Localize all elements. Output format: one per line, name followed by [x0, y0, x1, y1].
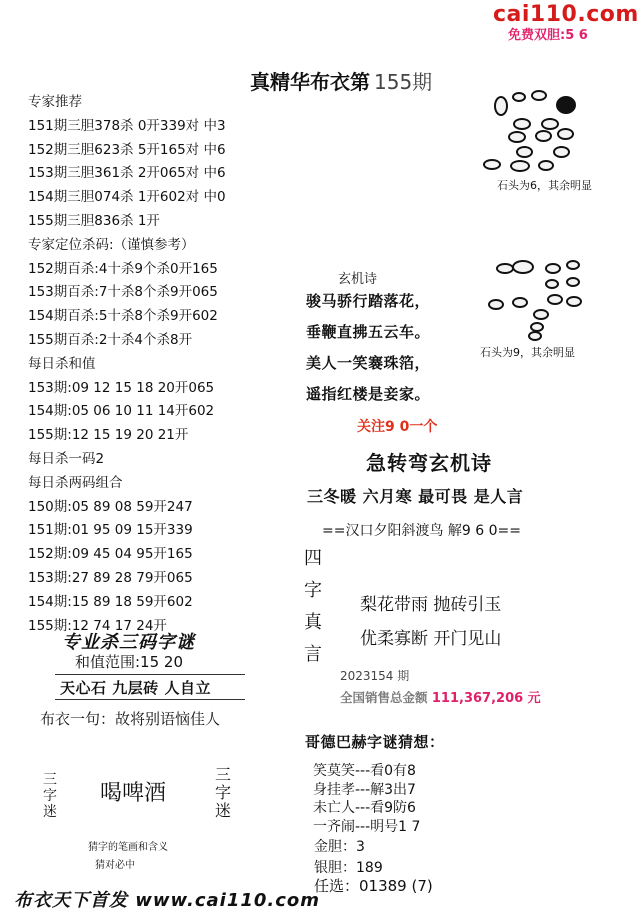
stone-icon: [553, 146, 570, 158]
sales-issue: 2023154 期: [340, 669, 410, 683]
stone-icon: [545, 263, 561, 274]
list-item: 153期三胆361杀 2开065对 中6: [28, 165, 226, 182]
list-item: 154期:05 06 10 11 14开602: [28, 403, 215, 420]
stone-icon: [538, 160, 554, 171]
stone-icon: [531, 90, 547, 101]
site-logo[interactable]: cai110.com: [493, 2, 639, 27]
list-item: 155期三胆836杀 1开: [28, 212, 160, 229]
stone-icon: [516, 146, 533, 158]
three-char-riddle-label-right: 三字迷: [215, 765, 232, 820]
silver-dan: 银胆：189: [314, 860, 383, 876]
list-item: 152期三胆623杀 5开165对 中6: [28, 141, 226, 158]
buyi-sentence: 布衣一句：故将别语恼佳人: [40, 710, 221, 728]
title-text: 真精华布衣第: [250, 70, 370, 94]
brain-teaser-line: 三冬暖 六月寒 最可畏 是人言: [307, 487, 524, 506]
stone-icon: [512, 297, 528, 308]
list-item: 153期:27 89 28 79开065: [28, 569, 193, 586]
poem-line: 垂鞭直拂五云车。: [306, 323, 431, 341]
stone-icon: [556, 96, 576, 114]
mystery-poem-heading: 玄机诗: [338, 272, 378, 287]
list-item: 每日杀两码组合: [28, 474, 123, 491]
stone-icon: [535, 130, 552, 142]
stone-icon: [541, 118, 559, 130]
stone-icon: [483, 159, 501, 170]
riddle-hint: 猜字的笔画和含义: [88, 842, 168, 853]
list-item: 150期:05 89 08 59开247: [28, 498, 193, 515]
sales-amount: 111,367,206 元: [431, 691, 541, 706]
stone-icon: [512, 92, 526, 102]
list-item: 每日杀一码2: [28, 450, 105, 467]
any-pick: 任选：01389 (7): [314, 877, 433, 895]
stone-icon: [566, 277, 580, 287]
four-char-truth-label: 四字真言: [304, 548, 322, 665]
list-item: 153期:09 12 15 18 20开065: [28, 379, 215, 396]
goldbach-riddle-list: [313, 760, 420, 834]
stone-icon: [513, 118, 531, 130]
stone-caption-2: 石头为9，其余明显: [480, 346, 575, 359]
sales-label: 全国销售总金额: [340, 690, 428, 705]
stone-icon: [528, 331, 542, 341]
goldbach-riddle-title: 哥德巴赫字谜猜想：: [305, 733, 445, 751]
list-item: 151期三胆378杀 0开339对 中3: [28, 117, 226, 134]
list-item: 专家定位杀码:（谨慎参考）: [28, 236, 195, 253]
sum-range: 和值范围:15 20: [75, 653, 183, 671]
brain-teaser-poem-title: 急转弯玄机诗: [366, 451, 492, 475]
riddle-line: 天心石 九层砖 人自立: [60, 679, 211, 697]
riddle-section-title: 专业杀三码字谜: [62, 632, 195, 653]
divider: [55, 699, 245, 700]
stone-icon: [508, 131, 526, 143]
free-double-dan: 免费双胆:5 6: [508, 28, 588, 43]
stone-icon: [494, 96, 508, 116]
list-item: 每日杀和值: [28, 355, 96, 372]
riddle-drink-beer: 喝啤酒: [100, 781, 167, 806]
list-item: 一齐闹---明号1 7: [313, 818, 421, 835]
poem-line: 骏马骄行踏落花，: [306, 292, 431, 310]
poem-line: 美人一笑褰珠箔，: [306, 354, 431, 372]
mystery-poem: [306, 290, 430, 414]
list-item: 笑莫笑---看0有8: [313, 763, 416, 779]
stone-icon: [557, 128, 574, 140]
stone-caption-1: 石头为6，其余明显: [497, 179, 592, 192]
list-item: 152期百杀:4十杀9个杀0开165: [28, 260, 218, 277]
follow-note: 关注9 0一个: [357, 419, 438, 435]
stone-icon: [547, 294, 563, 305]
list-item: 154期:15 89 18 59开602: [28, 593, 193, 610]
list-item: 154期百杀:5十杀8个杀9开602: [28, 308, 218, 325]
stone-icon: [566, 296, 582, 307]
brain-teaser-answer: ==汉口夕阳斜渡鸟 解9 6 0==: [322, 523, 521, 539]
stone-icon: [545, 279, 559, 289]
stone-icon: [488, 299, 504, 310]
expert-recommend-list: [28, 90, 226, 637]
list-item: 155期百杀:2十杀4个杀8开: [28, 331, 193, 348]
list-item: 151期:01 95 09 15开339: [28, 522, 193, 539]
idiom-line-2: 优柔寡断 开门见山: [360, 629, 502, 649]
divider: [55, 674, 245, 675]
stone-icon: [510, 160, 530, 172]
three-char-riddle-label-left: 三字迷: [43, 772, 57, 820]
list-item: 155期:12 74 17 24开: [28, 617, 167, 634]
riddle-hint-2: 猜对必中: [95, 860, 135, 871]
list-item: 155期:12 15 19 20 21开: [28, 427, 189, 444]
list-item: 154期三胆074杀 1开602对 中0: [28, 189, 226, 206]
national-sales-total: [340, 687, 541, 706]
page-title: [250, 66, 432, 95]
list-item: 未亡人---看9防6: [313, 800, 416, 816]
stone-icon: [566, 260, 580, 270]
stone-icon: [512, 260, 534, 274]
title-issue: 155期: [374, 70, 433, 94]
list-item: 152期:09 45 04 95开165: [28, 546, 193, 563]
idiom-line-1: 梨花带雨 抛砖引玉: [360, 595, 502, 615]
list-item: 专家推荐: [28, 94, 82, 110]
list-item: 153期百杀:7十杀8个杀9开065: [28, 284, 218, 301]
gold-dan: 金胆：3: [314, 839, 365, 855]
poem-line: 遥指红楼是妾家。: [306, 385, 431, 403]
footer-banner: 布衣天下首发 www.cai110.com: [14, 890, 321, 911]
list-item: 身挂孝---解3出7: [313, 781, 416, 798]
stone-icon: [533, 309, 549, 320]
